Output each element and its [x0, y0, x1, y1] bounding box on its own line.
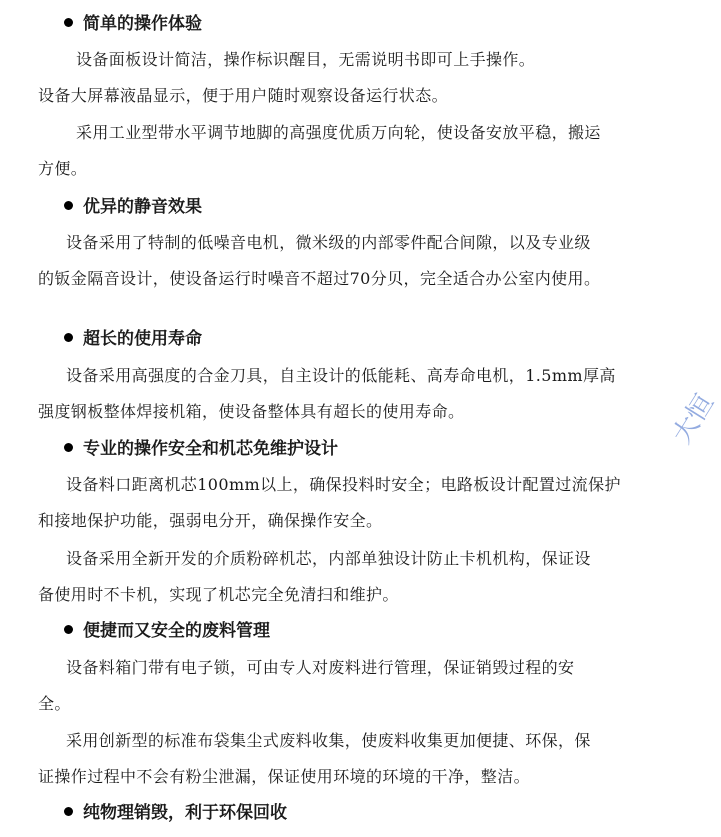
paragraph-line: 全。	[38, 694, 71, 713]
paragraph-line: 证操作过程中不会有粉尘泄漏，保证使用环境的环境的干净，整洁。	[38, 767, 531, 786]
section-heading-simple-operation: 简单的操作体验	[64, 14, 202, 34]
bullet-icon	[64, 201, 73, 210]
section-heading-safety-maintenance: 专业的操作安全和机芯免维护设计	[64, 439, 338, 459]
paragraph-line: 强度钢板整体焊接机箱，使设备整体具有超长的使用寿命。	[38, 402, 465, 421]
paragraph-line: 方便。	[38, 159, 88, 178]
bullet-icon	[64, 807, 73, 816]
paragraph-line: 采用创新型的标准布袋集尘式废料收集，使废料收集更加便捷、环保，保	[66, 731, 591, 750]
section-heading-silent-effect: 优异的静音效果	[64, 197, 202, 217]
paragraph-line: 设备大屏幕液晶显示，便于用户随时观察设备运行状态。	[38, 86, 449, 105]
paragraph-line: 的钣金隔音设计，使设备运行时噪音不超过70分贝，完全适合办公室内使用。	[38, 269, 601, 288]
paragraph-line: 设备采用全新开发的介质粉碎机芯，内部单独设计防止卡机机构，保证设	[66, 549, 591, 568]
watermark-text: 大恒	[667, 389, 721, 450]
paragraph-line: 设备料箱门带有电子锁，可由专人对废料进行管理，保证销毁过程的安	[66, 658, 575, 677]
paragraph-line: 设备采用了特制的低噪音电机，微米级的内部零件配合间隙，以及专业级	[66, 233, 591, 252]
paragraph-line: 设备面板设计简洁，操作标识醒目，无需说明书即可上手操作。	[76, 50, 536, 69]
section-heading-long-life: 超长的使用寿命	[64, 329, 202, 349]
bullet-icon	[64, 625, 73, 634]
section-heading-waste-management: 便捷而又安全的废料管理	[64, 621, 270, 641]
bullet-icon	[64, 18, 73, 27]
paragraph-line: 和接地保护功能，强弱电分开，确保操作安全。	[38, 511, 383, 530]
paragraph-line: 备使用时不卡机，实现了机芯完全免清扫和维护。	[38, 585, 399, 604]
paragraph-line: 设备采用高强度的合金刀具，自主设计的低能耗、高寿命电机，1.5mm厚高	[66, 366, 616, 385]
bullet-icon	[64, 443, 73, 452]
bullet-icon	[64, 333, 73, 342]
paragraph-line: 设备料口距离机芯100mm以上，确保投料时安全；电路板设计配置过流保护	[66, 475, 621, 494]
section-heading-physical-destruction: 纯物理销毁，利于环保回收	[64, 803, 287, 823]
paragraph-line: 采用工业型带水平调节地脚的高强度优质万向轮，使设备安放平稳，搬运	[76, 123, 601, 142]
